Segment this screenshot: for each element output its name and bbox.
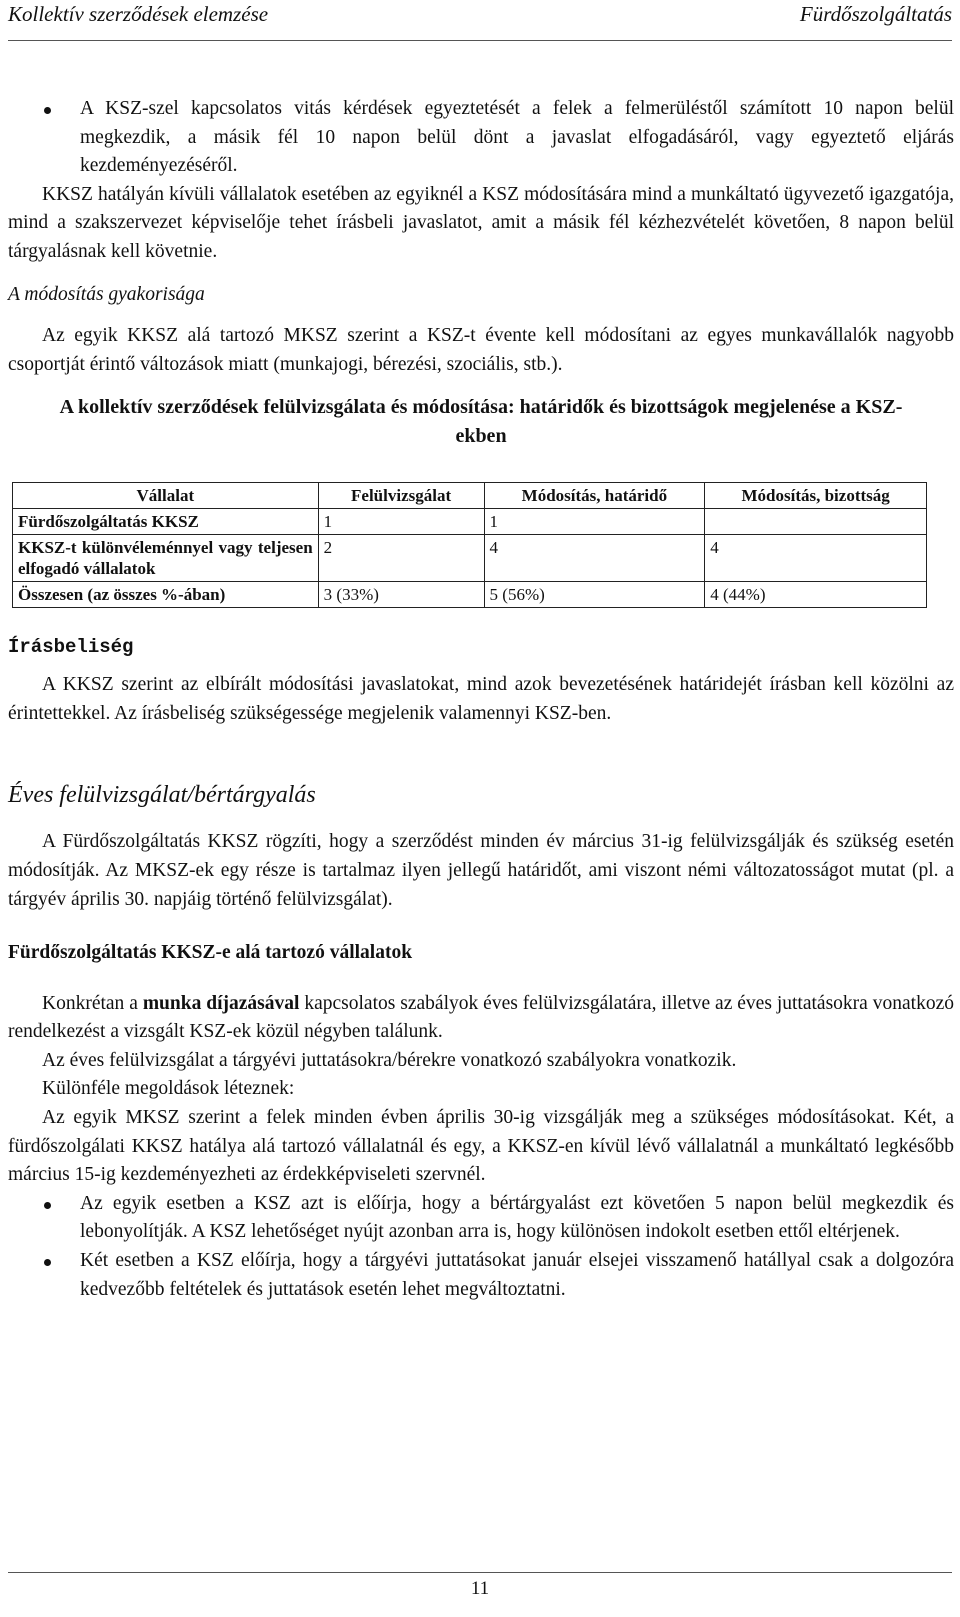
table-cell: 5 (56%) (484, 581, 705, 607)
table-cell: KKSZ-t különvéleménnyel vagy teljesen elfogadó vállalatok (13, 534, 319, 581)
page-content (8, 0, 954, 1304)
table-cell: Fürdőszolgáltatás KKSZ (13, 508, 319, 534)
section-heading: Éves felülvizsgálat/bértárgyalás (8, 782, 316, 809)
paragraph: Az egyik KKSZ alá tartozó MKSZ szerint a KSZ-t évente kell módosítani az egyes munkavállalók nagyobb csoportját érintő változások miatt (munkajogi, bérezési, szociális, stb.). (8, 325, 954, 375)
table-cell: 3 (33%) (318, 581, 484, 607)
table-row (13, 581, 927, 607)
table-header-cell: Vállalat (13, 482, 319, 508)
paragraph: A Fürdőszolgáltatás KKSZ rögzíti, hogy a szerződést minden év március 31-ig felülvizsgálják és szükség esetén módosítják. Az MKSZ-ek egy része is tartalmaz ilyen jellegű határidőt, ami viszont némi változatosságot mutat (pl. a tárgyév április 30. napjáig történő felülvizsgálat). (8, 831, 954, 910)
section-heading: Fürdőszolgáltatás KKSZ-e alá tartozó vállalatok (8, 942, 413, 964)
paragraph-text: Konkrétan a (42, 992, 143, 1014)
paragraph: Különféle megoldások léteznek: (42, 1078, 295, 1100)
table-row (13, 534, 927, 581)
table-header-cell: Felülvizsgálat (318, 482, 484, 508)
bullet-icon (44, 1202, 51, 1209)
table-cell: 2 (318, 534, 484, 581)
emphasis-text: munka díjazásával (142, 992, 300, 1014)
table-cell: 4 (44%) (705, 581, 927, 607)
bullet-item (8, 1247, 954, 1304)
bullet-icon (44, 1259, 51, 1266)
section-heading: A módosítás gyakorisága (8, 283, 205, 305)
paragraph: Az egyik MKSZ szerint a felek minden évben április 30-ig vizsgálják meg a szükséges módosításokat. Két, a fürdőszolgálati KKSZ hatálya alá tartozó vállalatnál és egy, a KKSZ-en kívül lévő vállalatnál a munkáltató legkésőbb március 15-ig kezdeményezheti az érdekképviseleti szervnél. (8, 1107, 954, 1186)
paragraph (8, 990, 954, 1047)
table-cell: Összesen (az összes %-ában) (13, 581, 319, 607)
section-heading: Írásbeliség (8, 635, 134, 658)
page-number: 11 (470, 1578, 490, 1599)
table-cell: 1 (484, 508, 705, 534)
table-cell: 4 (705, 534, 927, 581)
table-cell (705, 508, 927, 534)
table-header-row (13, 482, 927, 508)
page-footer (8, 1572, 952, 1600)
bullet-icon (44, 107, 51, 114)
table-title: A kollektív szerződések felülvizsgálata és módosítása: határidők és bizottságok megjelenése a KSZ-ekben (59, 396, 903, 447)
table-row (13, 508, 927, 534)
bullet-text: Két esetben a KSZ előírja, hogy a tárgyévi juttatásokat január elsejei visszamenő hatállyal csak a dolgozóra kedvezőbb feltételek és juttatások esetén lehet megváltoztatni. (80, 1250, 954, 1300)
bullet-text: Az egyik esetben a KSZ azt is előírja, hogy a bértárgyalást ezt követően 5 napon belül megkezdik és lebonyolítják. A KSZ lehetőséget nyújt azonban arra is, hogy különösen indokolt esetben ettől eltérjenek. (80, 1192, 954, 1243)
header-document-title: Kollektív szerződések elemzése (8, 2, 269, 26)
paragraph: Az éves felülvizsgálat a tárgyévi juttatásokra/bérekre vonatkozó szabályokra vonatkozik. (42, 1049, 737, 1071)
header-section-title: Fürdőszolgáltatás (799, 2, 952, 26)
bullet-item (8, 95, 954, 181)
paragraph: KKSZ hatályán kívüli vállalatok esetében az egyiknél a KSZ módosítására mind a munkáltató ügyvezető igazgatója, mind a szakszervezet képviselője tehet írásbeli javaslatot, amit a másik fél kézhezvételét követően, 8 napon belül tárgyalásnak kell követnie. (8, 183, 954, 262)
paragraph: A KKSZ szerint az elbírált módosítási javaslatokat, mind azok bevezetésének határidejét írásban kell közölni az érintettekkel. Az írásbeliség szükségessége megjelenik valamennyi KSZ-ben. (8, 674, 954, 724)
paragraph-text: kapcsolatos szabályok éves felülvizsgálatára, illetve az éves juttatásokra vonatkozó rendelkezést a vizsgált KSZ-ek közül négyben találunk. (8, 992, 954, 1043)
table-header-cell: Módosítás, bizottság (705, 482, 927, 508)
data-table (12, 482, 927, 608)
table-header-cell: Módosítás, határidő (484, 482, 705, 508)
table-cell: 1 (318, 508, 484, 534)
table-cell: 4 (484, 534, 705, 581)
bullet-item (8, 1190, 954, 1247)
bullet-text: A KSZ-szel kapcsolatos vitás kérdések egyeztetését a felek a felmerüléstől számított 10 napon belül megkezdik, a másik fél 10 napon belül dönt a javaslat elfogadásáról, vagy egyeztető eljárás kezdeményezéséről. (80, 98, 954, 177)
